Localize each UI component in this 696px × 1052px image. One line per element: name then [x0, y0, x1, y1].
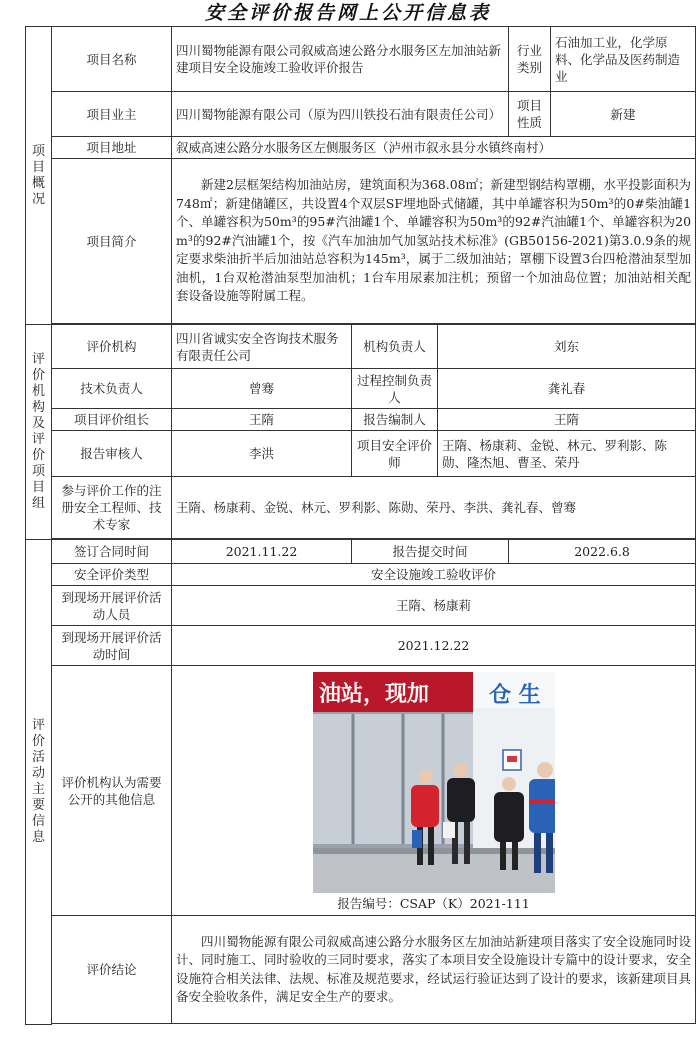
- nature-label: 项目性质: [509, 92, 551, 137]
- section-activity: 评价活动主要信息: [26, 540, 52, 1025]
- industry-value: 石油加工业，化学原料、化学品及医药制造业: [551, 27, 696, 92]
- agency-value: 四川省诚实安全咨询技术服务有限责任公司: [172, 325, 352, 369]
- shop-sign-text: 油站，现加: [318, 681, 429, 707]
- type-value: 安全设施竣工验收评价: [172, 564, 696, 586]
- owner-value: 四川蜀物能源有限公司（原为四川铁投石油有限责任公司）: [172, 92, 509, 137]
- owner-label: 项目业主: [52, 92, 172, 137]
- agency-head-label: 机构负责人: [352, 325, 438, 369]
- contract-value: 2021.11.22: [172, 540, 352, 564]
- agency-label: 评价机构: [52, 325, 172, 369]
- process-label: 过程控制负责人: [352, 369, 438, 409]
- other-info-label: 评价机构认为需要公开的其他信息: [52, 666, 172, 916]
- project-name-label: 项目名称: [52, 27, 172, 92]
- time-value: 2021.12.22: [172, 626, 696, 666]
- engineers-label: 参与评价工作的注册安全工程师、技术专家: [52, 477, 172, 539]
- report-writer-label: 报告编制人: [352, 409, 438, 431]
- info-table: [25, 26, 696, 1025]
- team-leader-label: 项目评价组长: [52, 409, 172, 431]
- section-org: 评价机构及评价项目组: [26, 325, 52, 540]
- staff-value: 王隋、杨康莉: [172, 586, 696, 626]
- tech-head-value: 曾骞: [172, 369, 352, 409]
- report-writer-value: 王隋: [438, 409, 696, 431]
- tech-head-label: 技术负责人: [52, 369, 172, 409]
- nature-value: 新建: [551, 92, 696, 137]
- other-info-cell: [172, 666, 696, 916]
- address-label: 项目地址: [52, 137, 172, 159]
- conclusion-value: 四川蜀物能源有限公司叙威高速公路分水服务区左加油站新建项目落实了安全设施同时设计、同时施工、同时验收的三同时要求，落实了本项目安全设施设计专篇中的设计要求，安全设施符合相关法律、法规、标准及规范要求，经试运行验证达到了设计的要求，该新建项目具备安全验收条件，满足安全生产的要求。: [172, 916, 696, 1024]
- project-name-value: 四川蜀物能源有限公司叙威高速公路分水服务区左加油站新建项目安全设施竣工验收评价报告: [172, 27, 509, 92]
- industry-label: 行业类别: [509, 27, 551, 92]
- conclusion-label: 评价结论: [52, 916, 172, 1024]
- site-photo: [313, 672, 555, 893]
- reviewer-label: 报告审核人: [52, 431, 172, 477]
- staff-label: 到现场开展评价活动人员: [52, 586, 172, 626]
- address-value: 叙威高速公路分水服务区左侧服务区（泸州市叙永县分水镇终南村）: [172, 137, 696, 159]
- report-number: 报告编号：CSAP（K）2021-111: [337, 895, 530, 911]
- section-overview: 项目概况: [26, 27, 52, 325]
- document-title: 安全评价报告网上公开信息表: [204, 2, 491, 24]
- site-photo-illustration: [313, 672, 555, 893]
- time-label: 到现场开展评价活动时间: [52, 626, 172, 666]
- type-label: 安全评价类型: [52, 564, 172, 586]
- team-leader-value: 王隋: [172, 409, 352, 431]
- evaluators-value: 王隋、杨康莉、金锐、林元、罗利影、陈勋、隆杰旭、曹圣、荣丹: [438, 431, 696, 477]
- agency-head-value: 刘东: [438, 325, 696, 369]
- contract-label: 签订合同时间: [52, 540, 172, 564]
- evaluators-label: 项目安全评价师: [352, 431, 438, 477]
- intro-value: 新建2层框架结构加油站房，建筑面积为368.08㎡；新建型钢结构罩棚，水平投影面积为748㎡；新建储罐区，共设置4个双层SF埋地卧式储罐，其中单罐容积为50m³的0#柴油罐1个、单罐容积为50m³的95#汽油罐1个、单罐容积为50m³的92#汽油罐1个、单罐容积为20m³的92#汽油罐1个，按《汽车加油加气加氢站技术标准》(GB50156-2021)第3.0.9条的规定要求柴油折半后加油站总容积为145m³，属于二级加油站；罩棚下设置3台四枪潜油泵型加油机，1台双枪潜油泵型加油机；1台车用尿素加注机；预留一个加油岛位置；加油站相关配套设备设施等附属工程。: [172, 159, 696, 324]
- wall-sign-text: 仓 生: [488, 682, 541, 708]
- submit-label: 报告提交时间: [352, 540, 509, 564]
- process-value: 龚礼春: [438, 369, 696, 409]
- engineers-value: 王隋、杨康莉、金锐、林元、罗利影、陈勋、荣丹、李洪、龚礼春、曾骞: [172, 477, 696, 539]
- reviewer-value: 李洪: [172, 431, 352, 477]
- submit-value: 2022.6.8: [509, 540, 696, 564]
- intro-label: 项目简介: [52, 159, 172, 324]
